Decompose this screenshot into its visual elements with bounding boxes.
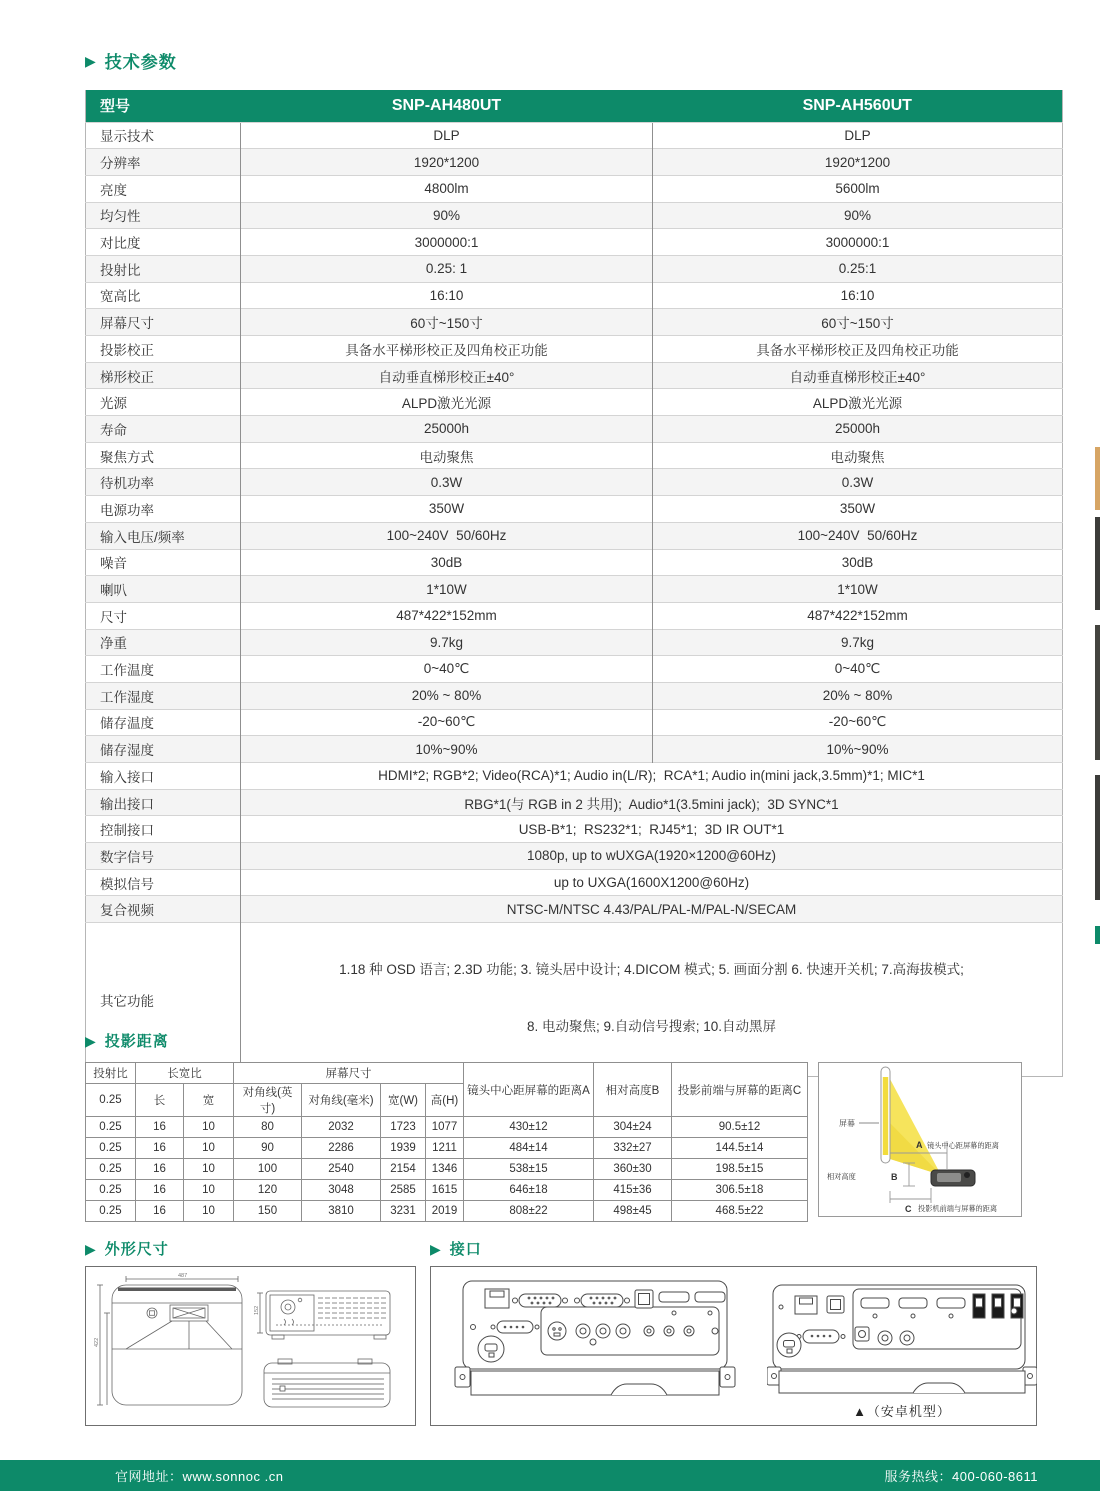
spec-label: 模拟信号 (86, 869, 241, 896)
proj-cell: 808±22 (464, 1201, 594, 1222)
proj-cell: 332±27 (594, 1138, 672, 1159)
proj-cell: 1939 (381, 1138, 426, 1159)
proj-cell: 484±14 (464, 1138, 594, 1159)
spec-header-model2: SNP-AH560UT (653, 90, 1063, 122)
spec-value-model2: 具备水平梯形校正及四角校正功能 (653, 336, 1063, 363)
proj-cell: 120 (234, 1180, 302, 1201)
projection-distance-table (85, 1062, 808, 1222)
proj-head-length: 长 (136, 1084, 184, 1117)
proj-cell: 16 (136, 1159, 184, 1180)
spec-row (86, 122, 1063, 149)
proj-head-width: 宽 (184, 1084, 234, 1117)
spec-value-model1: 30dB (241, 549, 653, 576)
proj-cell: 80 (234, 1117, 302, 1138)
proj-head-diag-mm: 对角线(毫米) (302, 1084, 381, 1117)
spec-label: 噪音 (86, 549, 241, 576)
proj-cell: 468.5±22 (672, 1201, 808, 1222)
vga-port (581, 1294, 623, 1307)
proj-cell: 90.5±12 (672, 1117, 808, 1138)
spec-row (86, 229, 1063, 256)
proj-cell: 0.25 (86, 1201, 136, 1222)
spec-row (86, 576, 1063, 603)
section-title-ports (430, 1238, 482, 1259)
proj-head-screen: 屏幕尺寸 (234, 1063, 464, 1084)
proj-head-distance-c: 投影前端与屏幕的距离C (672, 1063, 808, 1117)
proj-cell: 3810 (302, 1201, 381, 1222)
proj-cell: 90 (234, 1138, 302, 1159)
hdmi-port (899, 1298, 927, 1308)
spec-row (86, 416, 1063, 443)
proj-cell: 10 (184, 1159, 234, 1180)
proj-cell: 10 (184, 1201, 234, 1222)
proj-cell: 0.25 (86, 1159, 136, 1180)
proj-cell: 360±30 (594, 1159, 672, 1180)
triangle-arrow-icon: ▶ (85, 1032, 97, 1049)
dim-height-label: 422 (94, 1337, 100, 1347)
proj-cell: 2540 (302, 1159, 381, 1180)
spec-row (86, 202, 1063, 229)
spec-value-model2: 350W (653, 496, 1063, 523)
label-a: A (916, 1140, 923, 1150)
hdmi-port (937, 1298, 965, 1308)
proj-cell: 0.25 (86, 1138, 136, 1159)
spec-row (86, 736, 1063, 763)
proj-cell: 646±18 (464, 1180, 594, 1201)
label-b: B (891, 1172, 898, 1182)
hdmi-port (861, 1298, 889, 1308)
spec-label: 电源功率 (86, 496, 241, 523)
spec-label: 均匀性 (86, 202, 241, 229)
label-b-text: 相对高度 (827, 1172, 856, 1181)
spec-value-model2: 自动垂直梯形校正±40° (653, 362, 1063, 389)
spec-row (86, 282, 1063, 309)
screen-label: 屏幕 (839, 1119, 855, 1128)
proj-cell: 3231 (381, 1201, 426, 1222)
spec-label: 屏幕尺寸 (86, 309, 241, 336)
proj-cell: 1211 (426, 1138, 464, 1159)
spec-merged-row (86, 789, 1063, 816)
spec-label: 待机功率 (86, 469, 241, 496)
rs232-port (497, 1321, 533, 1333)
io-panel-android (767, 1283, 1037, 1397)
footer-bar (0, 1460, 1100, 1491)
proj-data-row (86, 1117, 808, 1138)
proj-cell: 10 (184, 1117, 234, 1138)
spec-value-model2: 0.25:1 (653, 255, 1063, 282)
spec-row (86, 549, 1063, 576)
label-c: C (905, 1204, 912, 1214)
spec-value-model2: 10%~90% (653, 736, 1063, 763)
spec-other-value (241, 923, 1063, 1077)
spec-merged-value: NTSC-M/NTSC 4.43/PAL/PAL-M/PAL-N/SECAM (241, 896, 1063, 923)
spec-label: 聚焦方式 (86, 442, 241, 469)
spec-value-model2: ALPD激光光源 (653, 389, 1063, 416)
section-title-tech (85, 48, 177, 73)
spec-value-model1: 90% (241, 202, 653, 229)
spec-value-model1: 20% ~ 80% (241, 682, 653, 709)
spec-other-row (86, 923, 1063, 1077)
spec-value-model2: 0~40℃ (653, 656, 1063, 683)
spec-row (86, 175, 1063, 202)
spec-value-model2: 20% ~ 80% (653, 682, 1063, 709)
spec-label: 复合视频 (86, 896, 241, 923)
spec-label: 分辨率 (86, 149, 241, 176)
proj-head-aspect: 长宽比 (136, 1063, 234, 1084)
spec-header-model1: SNP-AH480UT (241, 90, 653, 122)
spec-merged-row (86, 763, 1063, 790)
spec-value-model1: 25000h (241, 416, 653, 443)
projection-diagram-box (818, 1062, 1022, 1217)
spec-value-model1: 3000000:1 (241, 229, 653, 256)
proj-cell: 2286 (302, 1138, 381, 1159)
page-edge-artifact (1095, 625, 1100, 760)
spec-row (86, 496, 1063, 523)
section-title-dimensions (85, 1238, 169, 1259)
spec-label: 亮度 (86, 175, 241, 202)
ports-drawing-box (430, 1266, 1037, 1426)
proj-cell: 1615 (426, 1180, 464, 1201)
spec-row (86, 469, 1063, 496)
spec-merged-row (86, 843, 1063, 870)
proj-cell: 144.5±14 (672, 1138, 808, 1159)
spec-value-model2: 9.7kg (653, 629, 1063, 656)
spec-value-model1: 4800lm (241, 175, 653, 202)
vga-port (519, 1294, 561, 1307)
spec-header-row (86, 90, 1063, 122)
spec-label: 喇叭 (86, 576, 241, 603)
dim-width-label: 487 (178, 1273, 188, 1279)
proj-head-h: 高(H) (426, 1084, 464, 1117)
spec-row (86, 336, 1063, 363)
bottom-tray (471, 1371, 719, 1395)
proj-data-row (86, 1201, 808, 1222)
spec-row (86, 522, 1063, 549)
proj-cell: 415±36 (594, 1180, 672, 1201)
proj-cell: 16 (136, 1201, 184, 1222)
spec-value-model1: DLP (241, 122, 653, 149)
proj-header-row-1 (86, 1063, 808, 1084)
spec-label: 工作温度 (86, 656, 241, 683)
other-line-2: 8. 电动聚焦; 9.自动信号搜索; 10.自动黑屏 (526, 1019, 777, 1035)
spec-row (86, 656, 1063, 683)
proj-cell: 16 (136, 1180, 184, 1201)
hdmi-port (695, 1292, 725, 1302)
spec-row (86, 629, 1063, 656)
section-title-text: 投影距离 (104, 1033, 169, 1050)
proj-cell: 0.25 (86, 1117, 136, 1138)
spec-value-model1: 100~240V 50/60Hz (241, 522, 653, 549)
footer-website: 官网地址：www.sonnoc .cn (115, 1469, 284, 1484)
spec-merged-row (86, 896, 1063, 923)
section-title-text: 接口 (449, 1241, 482, 1258)
spec-merged-value: USB-B*1; RS232*1; RJ45*1; 3D IR OUT*1 (241, 816, 1063, 843)
bottom-tray (779, 1371, 1025, 1393)
label-c-text: 投影机前端与屏幕的距离 (918, 1204, 998, 1213)
proj-head-distance-a: 镜头中心距屏幕的距离A (464, 1063, 594, 1117)
triangle-arrow-icon: ▶ (430, 1240, 442, 1257)
proj-head-throw: 投射比 (86, 1063, 136, 1084)
rs232-port (803, 1330, 839, 1343)
spec-merged-value: 1080p, up to wUXGA(1920×1200@60Hz) (241, 843, 1063, 870)
spec-label: 工作湿度 (86, 682, 241, 709)
android-model-caption: ▲（安卓机型） (853, 1404, 951, 1419)
spec-row (86, 362, 1063, 389)
spec-row (86, 682, 1063, 709)
proj-cell: 304±24 (594, 1117, 672, 1138)
spec-row (86, 309, 1063, 336)
section-title-text: 外形尺寸 (104, 1241, 169, 1258)
spec-row (86, 709, 1063, 736)
spec-value-model2: 25000h (653, 416, 1063, 443)
proj-data-row (86, 1159, 808, 1180)
spec-label: 宽高比 (86, 282, 241, 309)
projection-geometry-diagram (819, 1063, 1021, 1216)
page-edge-artifact (1095, 517, 1100, 610)
proj-cell: 100 (234, 1159, 302, 1180)
spec-label: 投影校正 (86, 336, 241, 363)
spec-table (85, 90, 1063, 1077)
io-panel-standard (453, 1279, 737, 1397)
spec-row (86, 602, 1063, 629)
spec-value-model2: DLP (653, 122, 1063, 149)
spec-value-model1: ALPD激光光源 (241, 389, 653, 416)
spec-value-model2: -20~60℃ (653, 709, 1063, 736)
proj-cell: 430±12 (464, 1117, 594, 1138)
spec-merged-value: RBG*1(与 RGB in 2 共用); Audio*1(3.5mini jack); 3D SYNC*1 (241, 789, 1063, 816)
spec-value-model1: 9.7kg (241, 629, 653, 656)
proj-cell: 498±45 (594, 1201, 672, 1222)
spec-label: 其它功能 (86, 923, 241, 1077)
spec-merged-value: HDMI*2; RGB*2; Video(RCA)*1; Audio in(L/R); RCA*1; Audio in(mini jack,3.5mm)*1; MIC*1 (241, 763, 1063, 790)
spec-row (86, 255, 1063, 282)
spec-value-model2: 0.3W (653, 469, 1063, 496)
spec-value-model2: 5600lm (653, 175, 1063, 202)
proj-cell: 16 (136, 1117, 184, 1138)
dimensions-drawing-box (85, 1266, 416, 1426)
spec-label: 净重 (86, 629, 241, 656)
spec-value-model1: 具备水平梯形校正及四角校正功能 (241, 336, 653, 363)
triangle-arrow-icon: ▶ (85, 52, 97, 69)
spec-value-model2: 100~240V 50/60Hz (653, 522, 1063, 549)
proj-cell: 2019 (426, 1201, 464, 1222)
spec-label: 对比度 (86, 229, 241, 256)
proj-cell: 150 (234, 1201, 302, 1222)
spec-row (86, 442, 1063, 469)
proj-head-height-b: 相对高度B (594, 1063, 672, 1117)
proj-data-row (86, 1180, 808, 1201)
spec-value-model2: 1*10W (653, 576, 1063, 603)
proj-cell: 2154 (381, 1159, 426, 1180)
spec-value-model1: 10%~90% (241, 736, 653, 763)
spec-label: 数字信号 (86, 843, 241, 870)
proj-cell: 198.5±15 (672, 1159, 808, 1180)
spec-label: 梯形校正 (86, 362, 241, 389)
proj-cell: 2585 (381, 1180, 426, 1201)
page-edge-artifact (1095, 447, 1100, 510)
spec-value-model1: 0~40℃ (241, 656, 653, 683)
proj-cell: 2032 (302, 1117, 381, 1138)
page-edge-artifact (1095, 775, 1100, 900)
spec-merged-row (86, 816, 1063, 843)
label-a-text: 镜头中心距屏幕的距离 (927, 1141, 999, 1150)
hdmi-port (659, 1292, 689, 1302)
proj-cell: 538±15 (464, 1159, 594, 1180)
spec-header-model-label: 型号 (86, 90, 241, 122)
proj-cell: 16 (136, 1138, 184, 1159)
spec-value-model2: 487*422*152mm (653, 602, 1063, 629)
footer-hotline: 服务热线：400-060-8611 (884, 1469, 1038, 1484)
spec-label: 控制接口 (86, 816, 241, 843)
spec-label: 输入电压/频率 (86, 522, 241, 549)
spec-label: 输入接口 (86, 763, 241, 790)
spec-row (86, 149, 1063, 176)
front-view-drawing (264, 1363, 390, 1407)
spec-value-model1: 350W (241, 496, 653, 523)
proj-cell: 1723 (381, 1117, 426, 1138)
spec-value-model2: 电动聚焦 (653, 442, 1063, 469)
triangle-arrow-icon: ▶ (85, 1240, 97, 1257)
spec-value-model1: 自动垂直梯形校正±40° (241, 362, 653, 389)
spec-label: 输出接口 (86, 789, 241, 816)
spec-merged-value: up to UXGA(1600X1200@60Hz) (241, 869, 1063, 896)
other-line-1: 1.18 种 OSD 语言; 2.3D 功能; 3. 镜头居中设计; 4.DICOM 模式; 5. 画面分割 6. 快速开关机; 7.高海拔模式; (339, 962, 964, 978)
spec-label: 尺寸 (86, 602, 241, 629)
spec-label: 投射比 (86, 255, 241, 282)
spec-value-model1: 0.25: 1 (241, 255, 653, 282)
dim-depth-label: 152 (254, 1305, 260, 1315)
spec-value-model2: 30dB (653, 549, 1063, 576)
spec-value-model2: 60寸~150寸 (653, 309, 1063, 336)
proj-cell: 0.25 (86, 1180, 136, 1201)
spec-value-model1: 电动聚焦 (241, 442, 653, 469)
proj-head-w: 宽(W) (381, 1084, 426, 1117)
section-title-text: 技术参数 (104, 53, 177, 72)
spec-value-model1: -20~60℃ (241, 709, 653, 736)
spec-label: 光源 (86, 389, 241, 416)
spec-label: 储存温度 (86, 709, 241, 736)
spec-value-model1: 16:10 (241, 282, 653, 309)
section-title-projection (85, 1030, 169, 1051)
spec-value-model2: 3000000:1 (653, 229, 1063, 256)
proj-cell: 1346 (426, 1159, 464, 1180)
proj-cell: 306.5±18 (672, 1180, 808, 1201)
spec-value-model1: 0.3W (241, 469, 653, 496)
spec-value-model2: 1920*1200 (653, 149, 1063, 176)
mini-din-port (548, 1322, 566, 1340)
proj-cell: 3048 (302, 1180, 381, 1201)
spec-merged-row (86, 869, 1063, 896)
spec-row (86, 389, 1063, 416)
page-edge-artifact (1095, 926, 1100, 944)
spec-value-model1: 1920*1200 (241, 149, 653, 176)
spec-label: 显示技术 (86, 122, 241, 149)
spec-label: 储存湿度 (86, 736, 241, 763)
spec-value-model1: 1*10W (241, 576, 653, 603)
proj-cell: 1077 (426, 1117, 464, 1138)
proj-data-row (86, 1138, 808, 1159)
proj-head-throw-value: 0.25 (86, 1084, 136, 1117)
proj-cell: 10 (184, 1180, 234, 1201)
proj-head-diag-inch: 对角线(英寸) (234, 1084, 302, 1117)
spec-value-model2: 16:10 (653, 282, 1063, 309)
dimension-line-drawings (86, 1267, 415, 1425)
proj-cell: 10 (184, 1138, 234, 1159)
spec-value-model1: 60寸~150寸 (241, 309, 653, 336)
spec-value-model1: 487*422*152mm (241, 602, 653, 629)
spec-label: 寿命 (86, 416, 241, 443)
spec-value-model2: 90% (653, 202, 1063, 229)
